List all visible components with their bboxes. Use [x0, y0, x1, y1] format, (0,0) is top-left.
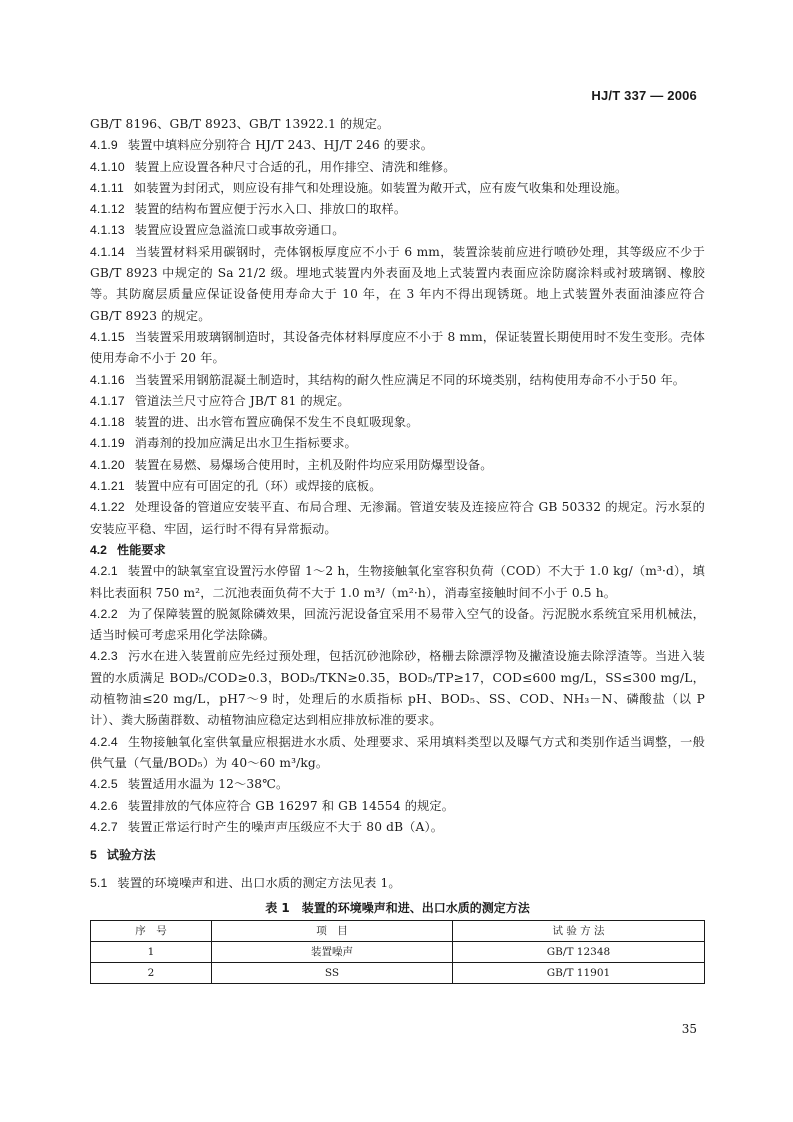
clause-4-1-11: [90, 178, 705, 199]
clause-text: 消毒剂的投加应满足出水卫生指标要求。: [134, 436, 357, 451]
clause-number: 4.1.21: [90, 479, 125, 494]
clause-4-1-9: [90, 135, 705, 156]
clause-text: 装置在易燃、易爆场合使用时，主机及附件均应采用防爆型设备。: [134, 457, 493, 472]
document-body: [90, 114, 705, 984]
cell-serial: 2: [91, 962, 212, 983]
clause-text: 装置的进、出水管布置应确保不发生不良虹吸现象。: [134, 415, 419, 430]
clause-number: 4.1.11: [90, 180, 124, 195]
clause-text: 处理设备的管道应安装平直、布局合理、无渗漏。管道安装及连接应符合 GB 50332 的规定。污水泵的安装应平稳、牢固，运行时不得有异常振动。: [90, 500, 705, 536]
clause-number: 4.1.20: [90, 457, 125, 472]
clause-4-1-14: [90, 242, 705, 327]
table-header-row: [91, 920, 705, 941]
continuation-text: GB/T 8196、GB/T 8923、GB/T 13922.1 的规定。: [90, 117, 390, 131]
clause-4-1-10: [90, 157, 705, 178]
clause-text: 装置应设置应急溢流口或事故旁通口。: [134, 223, 345, 238]
clause-number: 4.1.18: [90, 415, 125, 430]
clause-4-2-3: 4.2.3 污水在进入装置前应先经过预处理，包括沉砂池除砂，格栅去除漂浮物及撇渣设施去除浮渣等。当进入装置的水质满足 BOD₅/COD≥0.3，BOD₅/TKN≥0.35，BOD₅/TP≥17，COD≤600 mg/L，SS≤300 mg/L，动植物油≤20 mg/L，pH7～9 时，处理后的水质指标 pH、BOD₅、SS、COD、NH₃－N、磷酸盐（以 P 计）、粪大肠菌群数、动植物油应稳定达到相应排放标准的要求。: [90, 649, 705, 728]
clause-4-1-16: [90, 370, 705, 391]
clause-number: 4.2.5: [90, 777, 118, 792]
clause-list-4-2-tail: [90, 774, 705, 838]
table-caption: 表 1 装置的环境噪声和进、出口水质的测定方法: [265, 900, 530, 915]
table-row: [91, 941, 705, 962]
clause-4-2-6: [90, 796, 705, 817]
clause-number: 4.2.7: [90, 819, 118, 834]
clause-number: 4.1.17: [90, 393, 125, 408]
clause-4-1-17: [90, 391, 705, 412]
standard-number: HJ/T 337 — 2006: [591, 88, 697, 103]
clause-text: 装置的结构布置应便于污水入口、排放口的取样。: [134, 202, 407, 217]
cell-method: GB/T 11901: [453, 962, 705, 983]
clause-text: 装置正常运行时产生的噪声声压级应不大于 80 dB（A）。: [127, 819, 444, 834]
section-heading-5: 5 试验方法: [90, 848, 156, 863]
clause-number: 4.1.16: [90, 372, 125, 387]
clause-number: 4.1.12: [90, 202, 125, 217]
clause-4-1-19: [90, 433, 705, 454]
clause-4-2-1: 4.2.1 装置中的缺氧室宜设置污水停留 1～2 h，生物接触氧化室容积负荷（COD）不大于 1.0 kg/（m³·d），填料比表面积 750 m²，二沉池表面负荷不大于 1.0 m³/（m²·h），消毒室接触时间不小于 0.5 h。: [90, 564, 705, 600]
clause-number: 4.1.19: [90, 436, 125, 451]
clause-number: 4.1.9: [90, 138, 118, 153]
clause-4-2-5: [90, 774, 705, 795]
clause-list-4-1: [90, 135, 705, 540]
clause-4-1-21: [90, 476, 705, 497]
clause-text: 如装置为封闭式，则应设有排气和处理设施。如装置为敞开式，应有废气收集和处理设施。: [133, 180, 628, 195]
cell-method: GB/T 12348: [453, 941, 705, 962]
header-serial: 序 号: [91, 920, 212, 941]
test-method-table: [90, 920, 705, 984]
cell-serial: 1: [91, 941, 212, 962]
clause-4-1-13: [90, 220, 705, 241]
clause-number: 4.1.22: [90, 500, 125, 515]
table-row: [91, 962, 705, 983]
page-number: 35: [681, 1022, 697, 1036]
clause-number: 4.1.14: [90, 244, 125, 259]
clause-number: 4.1.10: [90, 159, 125, 174]
clause-text: 当装置材料采用碳钢时，壳体钢板厚度应不小于 6 mm，装置涂装前应进行喷砂处理，其等级应不少于 GB/T 8923 中规定的 Sa 21/2 级。埋地式装置内外表面及地上式装置内表面应涂防腐涂料或衬玻璃钢、橡胶等。其防腐层质量应保证设备使用寿命大于 10 年，在 3 年内不得出现锈斑。地上式装置外表面油漆应符合 GB/T 8923 的规定。: [90, 244, 705, 323]
clause-number: 4.1.13: [90, 223, 125, 238]
clause-text: 当装置采用玻璃钢制造时，其设备壳体材料厚度应不小于 8 mm，保证装置长期使用时不发生变形。壳体使用寿命不小于 20 年。: [90, 329, 705, 366]
clause-5-1: 5.1 装置的环境噪声和进、出口水质的测定方法见表 1。: [90, 876, 401, 891]
clause-text: 装置适用水温为 12～38℃。: [127, 777, 289, 792]
clause-text: 管道法兰尺寸应符合 JB/T 81 的规定。: [134, 393, 350, 408]
clause-4-1-12: [90, 199, 705, 220]
clause-4-2-4: 4.2.4 生物接触氧化室供氧量应根据进水水质、处理要求、采用填料类型以及曝气方式和类别作适当调整，一般供气量（气量/BOD₅）为 40～60 m³/kg。: [90, 734, 705, 770]
section-heading-4-2: 4.2 性能要求: [90, 542, 166, 557]
clause-text: 装置中填料应分别符合 HJ/T 243、HJ/T 246 的要求。: [127, 138, 434, 153]
clause-text: 装置中应有可固定的孔（环）或焊接的底板。: [134, 479, 382, 494]
cell-item: 装置噪声: [212, 941, 453, 962]
clause-4-1-20: [90, 455, 705, 476]
cell-item: SS: [212, 962, 453, 983]
clause-number: 4.1.15: [90, 329, 125, 344]
clause-text: 当装置采用钢筋混凝土制造时，其结构的耐久性应满足不同的环境类别，结构使用寿命不小于50 年。: [134, 372, 686, 387]
clause-4-2-7: [90, 817, 705, 838]
clause-4-2-2: 4.2.2 为了保障装置的脱氮除磷效果，回流污泥设备宜采用不易带入空气的设备。污泥脱水系统宜采用机械法，适当时候可考虑采用化学法除磷。: [90, 606, 705, 643]
clause-number: 4.2.6: [90, 798, 118, 813]
clause-text: 装置排放的气体应符合 GB 16297 和 GB 14554 的规定。: [127, 798, 455, 813]
clause-4-1-22: [90, 497, 705, 540]
header-item: 项 目: [212, 920, 453, 941]
clause-4-1-15: [90, 327, 705, 370]
header-method: 试 验 方 法: [453, 920, 705, 941]
clause-text: 装置上应设置各种尺寸合适的孔，用作排空、清洗和维修。: [134, 159, 456, 174]
clause-4-1-18: [90, 412, 705, 433]
